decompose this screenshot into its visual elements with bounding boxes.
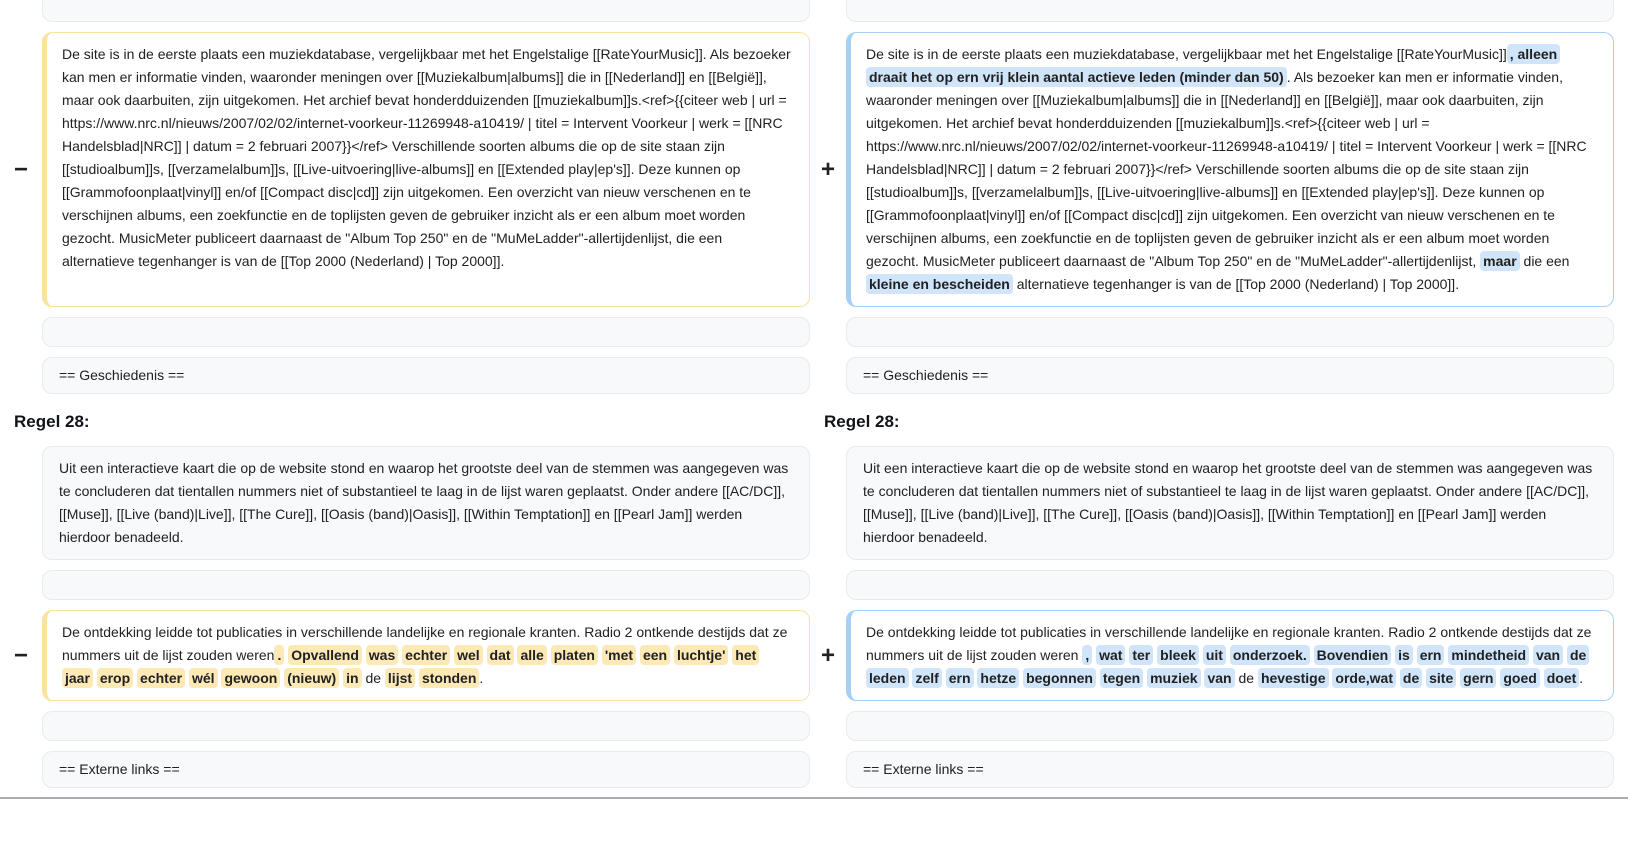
deleted-marker: − bbox=[13, 155, 28, 183]
insert-phrase-highlight: maar bbox=[1480, 251, 1519, 271]
insert-word-highlight: ter bbox=[1129, 645, 1153, 665]
insert-word-highlight: hevestige bbox=[1258, 668, 1329, 688]
delete-word-highlight: 'met bbox=[602, 645, 636, 665]
insert-word-highlight: van bbox=[1533, 645, 1563, 665]
inserted-marker bbox=[810, 0, 846, 22]
insert-word-highlight: tegen bbox=[1100, 668, 1143, 688]
diff-context-text: == Externe links == bbox=[59, 761, 180, 777]
insert-word-highlight: Bovendien bbox=[1314, 645, 1392, 665]
insert-word-highlight: uit bbox=[1203, 645, 1226, 665]
delete-word-highlight: wel bbox=[454, 645, 483, 665]
delete-word-highlight: platen bbox=[551, 645, 598, 665]
inserted-marker bbox=[810, 570, 846, 600]
insert-word-highlight: begonnen bbox=[1023, 668, 1096, 688]
diff-empty-box bbox=[846, 711, 1614, 741]
insert-word-highlight: van bbox=[1204, 668, 1234, 688]
diff-context-text: == Geschiedenis == bbox=[863, 367, 989, 383]
inserted-marker bbox=[810, 751, 846, 788]
delete-word-highlight: . bbox=[274, 645, 284, 665]
insert-word-highlight: ern bbox=[946, 668, 974, 688]
delete-word-highlight: in bbox=[343, 668, 361, 688]
insert-word-highlight: goed bbox=[1500, 668, 1539, 688]
delete-word-highlight: lijst bbox=[385, 668, 415, 688]
delete-word-highlight: was bbox=[366, 645, 398, 665]
delete-word-highlight: het bbox=[732, 645, 759, 665]
diff-context-box-partial bbox=[42, 0, 810, 22]
insert-word-highlight: is bbox=[1395, 645, 1413, 665]
diff-context-text: == Externe links == bbox=[863, 761, 984, 777]
deleted-marker bbox=[0, 711, 42, 741]
delete-word-highlight: dat bbox=[487, 645, 514, 665]
diff-empty-box bbox=[42, 317, 810, 347]
diff-empty-box bbox=[846, 570, 1614, 600]
delete-word-highlight: jaar bbox=[62, 668, 93, 688]
deleted-marker bbox=[0, 446, 42, 560]
diff-inserted-text: De site is in de eerste plaats een muziekdatabase, vergelijkbaar met het Engelstalige [[RateYourMusic]] , alleen draait het op ern vrij klein aantal actieve leden (minder dan 50) . Als bezoeker kan men er informatie vinden, waaronder meningen over [[Muziekalbum|albums]] die in [[Nederland]] en [[België]], maar ook daarbuiten, zijn uitgekomen. Het archief bevat honderdduizenden [[muziekalbum]]s.<ref>{{citeer web | url = https://www.nrc.nl/nieuws/2007/02/02/internet-voorkeur-11269948-a10419/ | titel = Intervent Voorkeur | werk = [[NRC Handelsblad|NRC]] | datum = 2 februari 2007}}</ref> Verschillende soorten albums die op de site staan zijn [[studioalbum]]s, [[verzamelalbum]]s, [[Live-uitvoering|live-albums]] en [[Extended play|ep's]]. Deze kunnen op [[Grammofoonplaat|vinyl]] en/of [[Compact disc|cd]] zijn uitgekomen. Een overzicht van nieuw verschenen en te verschijnen albums, een zoekfunctie en de toplijsten geven de gebruiker inzicht als er een album moet worden gezocht. MusicMeter publiceert daarnaast de "Album Top 250" en de "MuMeLadder"-allertijdenlijst, maar die een kleine en bescheiden alternatieve tegenhanger is van de [[Top 2000 (Nederland) | Top 2000]]. bbox=[866, 46, 1587, 292]
insert-word-highlight: muziek bbox=[1147, 668, 1200, 688]
insert-word-highlight: gern bbox=[1460, 668, 1496, 688]
bottom-divider bbox=[0, 797, 1628, 799]
diff-inserted-box bbox=[846, 610, 1614, 701]
diff-deleted-text: De ontdekking leidde tot publicaties in verschillende landelijke en regionale kranten. Radio 2 ontkende destijds dat ze nummers uit de lijst zouden weren . Opvallend was echter wel dat alle platen 'met een luchtje' het jaar erop echter wél gewoon (nieuw) in de lijst stonden . bbox=[62, 624, 788, 686]
insert-phrase-highlight: , alleen draait het op ern vrij klein aantal actieve leden (minder dan 50) bbox=[866, 44, 1560, 87]
delete-word-highlight: Opvallend bbox=[288, 645, 362, 665]
insert-word-highlight: doet bbox=[1544, 668, 1580, 688]
diff-inserted-box bbox=[846, 32, 1614, 307]
insert-word-highlight: zelf bbox=[912, 668, 941, 688]
delete-word-highlight: echter bbox=[137, 668, 185, 688]
insert-word-highlight: de bbox=[1567, 645, 1589, 665]
inserted-marker: + bbox=[820, 155, 835, 183]
insert-word-highlight: bleek bbox=[1157, 645, 1199, 665]
diff-deleted-box bbox=[42, 32, 810, 307]
diff-inserted-text: De ontdekking leidde tot publicaties in verschillende landelijke en regionale kranten. Radio 2 ontkende destijds dat ze nummers uit de lijst zouden weren , wat ter bleek uit onderzoek. Bovendien is ern mindetheid van de leden zelf ern hetze begonnen tegen muziek van de hevestige orde,wat de site gern goed doet . bbox=[866, 624, 1592, 686]
insert-word-highlight: orde,wat bbox=[1332, 668, 1396, 688]
diff-context-box bbox=[846, 357, 1614, 394]
diff-context-box-partial bbox=[846, 0, 1614, 22]
deleted-marker bbox=[0, 570, 42, 600]
diff-context-box bbox=[42, 357, 810, 394]
inserted-marker bbox=[810, 711, 846, 741]
insert-word-highlight: leden bbox=[866, 668, 909, 688]
diff-deleted-text: De site is in de eerste plaats een muziekdatabase, vergelijkbaar met het Engelstalige [[RateYourMusic]]. Als bezoeker kan men er informatie vinden, waaronder meningen over [[Muziekalbum|albums]] die in [[Nederland]] en [[België]], maar ook daarbuiten, zijn uitgekomen. Het archief bevat honderdduizenden [[muziekalbum]]s.<ref>{{citeer web | url = https://www.nrc.nl/nieuws/2007/02/02/internet-voorkeur-11269948-a10419/ | titel = Intervent Voorkeur | werk = [[NRC Handelsblad|NRC]] | datum = 2 februari 2007}}</ref> Verschillende soorten albums die op de site staan zijn [[studioalbum]]s, [[verzamelalbum]]s, [[Live-uitvoering|live-albums]] en [[Extended play|ep's]]. Deze kunnen op [[Grammofoonplaat|vinyl]] en/of [[Compact disc|cd]] zijn uitgekomen. Een overzicht van nieuw verschenen en te verschijnen albums, een zoekfunctie en de toplijsten geven de gebruiker inzicht als er een album moet worden gezocht. MusicMeter publiceert daarnaast de "Album Top 250" en de "MuMeLadder"-allertijdenlijst, die een alternatieve tegenhanger is van de [[Top 2000 (Nederland) | Top 2000]]. bbox=[62, 46, 791, 269]
delete-word-highlight: (nieuw) bbox=[284, 668, 339, 688]
delete-word-highlight: echter bbox=[402, 645, 450, 665]
diff-deleted-box bbox=[42, 610, 810, 701]
delete-word-highlight: alle bbox=[517, 645, 546, 665]
delete-word-highlight: luchtje' bbox=[674, 645, 728, 665]
delete-word-highlight: gewoon bbox=[221, 668, 280, 688]
deleted-marker bbox=[0, 0, 42, 22]
diff-context-box bbox=[846, 446, 1614, 560]
insert-word-highlight: ern bbox=[1417, 645, 1445, 665]
delete-word-highlight: wél bbox=[189, 668, 218, 688]
inserted-marker bbox=[810, 357, 846, 394]
delete-word-highlight: stonden bbox=[419, 668, 479, 688]
line-number-header-left: Regel 28: bbox=[14, 412, 90, 431]
insert-word-highlight: mindetheid bbox=[1448, 645, 1529, 665]
deleted-marker bbox=[0, 357, 42, 394]
insert-word-highlight: hetze bbox=[977, 668, 1019, 688]
insert-word-highlight: site bbox=[1426, 668, 1456, 688]
insert-word-highlight: onderzoek. bbox=[1230, 645, 1310, 665]
deleted-marker bbox=[0, 751, 42, 788]
diff-context-box bbox=[42, 446, 810, 560]
inserted-marker bbox=[810, 446, 846, 560]
inserted-marker: + bbox=[820, 641, 835, 669]
delete-word-highlight: erop bbox=[97, 668, 133, 688]
delete-word-highlight: een bbox=[640, 645, 670, 665]
diff-context-text: Uit een interactieve kaart die op de website stond en waarop het grootste deel van de stemmen was aangegeven was te concluderen dat tientallen nummers niet of substantieel te laag in de lijst waren geplaatst. Onder andere [[AC/DC]], [[Muse]], [[Live (band)|Live]], [[The Cure]], [[Oasis (band)|Oasis]], [[Within Temptation]] en [[Pearl Jam]] werden hierdoor benadeeld. bbox=[59, 460, 789, 545]
diff-context-box bbox=[42, 751, 810, 788]
insert-phrase-highlight: kleine en bescheiden bbox=[866, 274, 1013, 294]
diff-empty-box bbox=[42, 570, 810, 600]
diff-context-text: == Geschiedenis == bbox=[59, 367, 185, 383]
line-number-header-right: Regel 28: bbox=[824, 412, 900, 431]
diff-context-box bbox=[846, 751, 1614, 788]
deleted-marker bbox=[0, 317, 42, 347]
insert-word-highlight: wat bbox=[1096, 645, 1125, 665]
insert-word-highlight: de bbox=[1400, 668, 1422, 688]
diff-context-text: Uit een interactieve kaart die op de website stond en waarop het grootste deel van de stemmen was aangegeven was te concluderen dat tientallen nummers niet of substantieel te laag in de lijst waren geplaatst. Onder andere [[AC/DC]], [[Muse]], [[Live (band)|Live]], [[The Cure]], [[Oasis (band)|Oasis]], [[Within Temptation]] en [[Pearl Jam]] werden hierdoor benadeeld. bbox=[863, 460, 1593, 545]
diff-empty-box bbox=[846, 317, 1614, 347]
diff-empty-box bbox=[42, 711, 810, 741]
inserted-marker bbox=[810, 317, 846, 347]
deleted-marker: − bbox=[13, 641, 28, 669]
insert-word-highlight: , bbox=[1082, 645, 1092, 665]
